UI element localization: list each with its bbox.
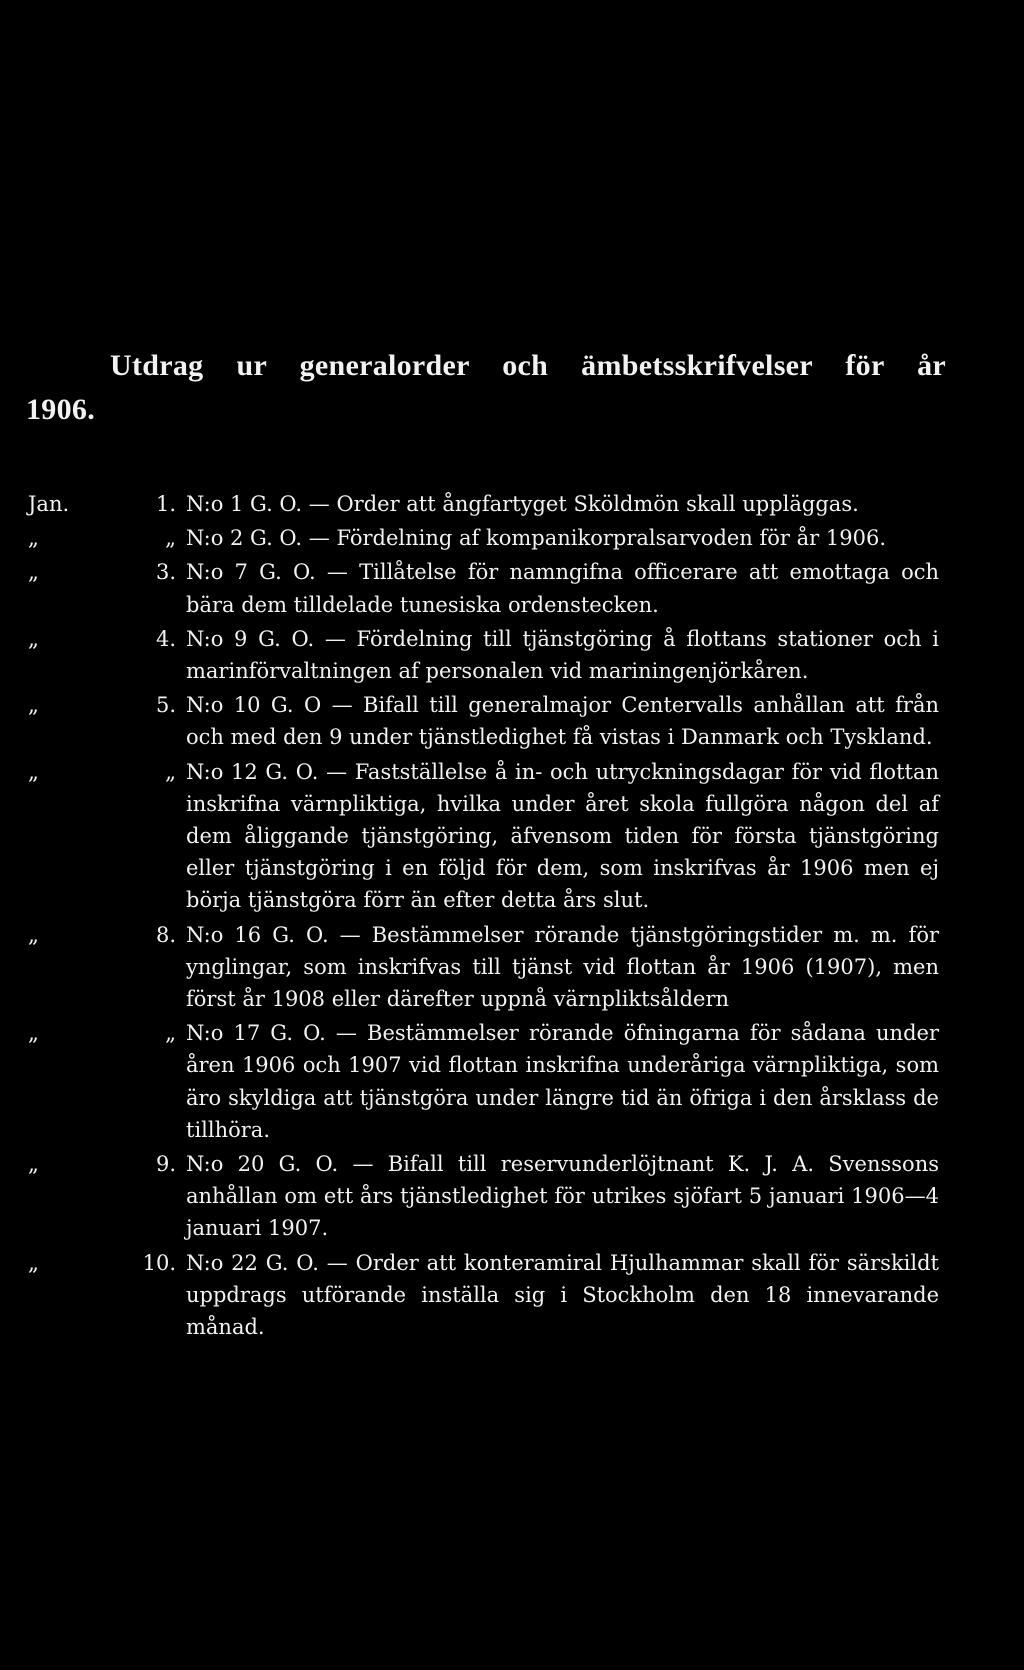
- entry-day: „: [165, 1021, 176, 1046]
- entry-month: „: [28, 1250, 39, 1275]
- entry-text: N:o 1 G. O. — Order att ångfartyget Sköldmön skall uppläggas.: [186, 492, 859, 516]
- entry-day: 5.: [155, 693, 176, 718]
- entry-text: N:o 20 G. O. — Bifall till reservunderlöjtnant K. J. A. Svenssons anhållan om ett års tjänstledighet för utrikes sjöfart 5 januari 1906—4 januari 1907.: [186, 1152, 939, 1241]
- entry-month: „: [28, 626, 39, 651]
- entry-month: „: [28, 693, 39, 718]
- entry-text: N:o 2 G. O. — Fördelning af kompanikorpralsarvoden för år 1906.: [186, 526, 886, 551]
- entry-text: N:o 12 G. O. — Fastställelse å in- och utryckningsdagar för vid flottan inskrifna värnpliktiga, hvilka under året skola fullgöra någon del af dem åliggande tjänstgöring, äfvensom tiden för första tjänstgöring eller tjänstgöring i en följd för dem, som inskrifvas år 1906 men ej börja tjänstgöra förr än efter detta års slut.: [186, 759, 939, 913]
- entry-month: „: [28, 759, 39, 784]
- document-heading: [26, 344, 946, 432]
- entry-month: „: [28, 526, 39, 551]
- entry-text: N:o 7 G. O. — Tillåtelse för namngifna officerare att emottaga och bära dem tilldelade tunesiska ordenstecken.: [186, 560, 939, 617]
- order-entry: [28, 689, 948, 753]
- entry-month: „: [28, 1152, 39, 1177]
- order-entry: [28, 623, 948, 687]
- entry-text: N:o 17 G. O. — Bestämmelser rörande öfningarna för sådana under åren 1906 och 1907 vid flottan inskrifna underåriga värnpliktiga, som äro skyldiga att tjänstgöra under längre tid än öfriga i den årsklass de tillhöra.: [186, 1021, 939, 1142]
- order-entry: [28, 1148, 948, 1245]
- order-entry: [28, 1017, 948, 1146]
- entry-day: 1.: [155, 492, 176, 516]
- entry-text: N:o 9 G. O. — Fördelning till tjänstgöring å flottans stationer och i marinförvaltningen af personalen vid mariningenjörkåren.: [186, 626, 939, 684]
- order-entry: [28, 522, 948, 554]
- entry-month: Jan.: [28, 492, 70, 516]
- heading-line-2: 1906.: [26, 393, 95, 426]
- entry-month: „: [28, 560, 39, 585]
- entry-text: N:o 10 G. O — Bifall till generalmajor Centervalls anhållan att från och med den 9 under tjänstledighet få vistas i Danmark och Tyskland.: [186, 693, 939, 750]
- entry-day: 4.: [155, 626, 176, 651]
- order-entry: [28, 488, 948, 520]
- entry-month: „: [28, 1021, 39, 1046]
- entry-day: 10.: [142, 1250, 176, 1275]
- entry-text: N:o 22 G. O. — Order att konteramiral Hjulhammar skall för särskildt uppdrags utförande inställa sig i Stockholm den 18 innevarande månad.: [186, 1250, 939, 1340]
- order-entry: [28, 919, 948, 1016]
- order-entry: [28, 1247, 948, 1344]
- order-entry: [28, 556, 948, 620]
- entry-day: 3.: [155, 560, 176, 585]
- entry-day: 8.: [155, 922, 176, 947]
- entry-day: „: [165, 526, 176, 551]
- entry-day: „: [165, 759, 176, 784]
- entry-text: N:o 16 G. O. — Bestämmelser rörande tjänstgöringstider m. m. för ynglingar, som inskrifvas till tjänst vid flottan år 1906 (1907), men först år 1908 eller därefter uppnå värnpliktsåldern: [186, 922, 939, 1012]
- entry-month: „: [28, 922, 39, 947]
- order-entry: [28, 756, 948, 917]
- entry-day: 9.: [155, 1152, 176, 1177]
- order-list: [28, 488, 948, 1345]
- heading-line-1: Utdrag ur generalorder och ämbetsskrifvelser för år: [110, 349, 946, 382]
